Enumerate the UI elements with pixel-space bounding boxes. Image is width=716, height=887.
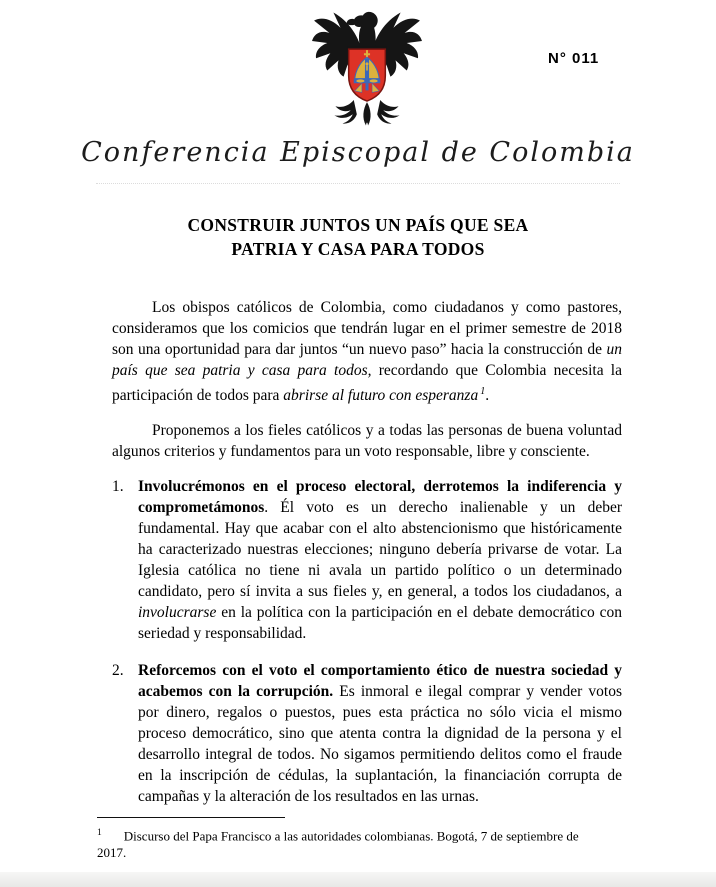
- paragraph-text: .: [485, 387, 490, 405]
- footnote-divider: [97, 817, 285, 818]
- footnote-reference: 1: [480, 386, 486, 397]
- document-title: [0, 213, 716, 261]
- list-item-2: [112, 660, 622, 807]
- title-line-1: CONSTRUIR JUNTOS UN PAÍS QUE SEA: [187, 215, 529, 235]
- list-item-number: 1.: [112, 478, 124, 496]
- intro-paragraph-1: [112, 297, 622, 406]
- page-bottom-edge: [0, 872, 716, 887]
- paragraph-text: recordando que Colombia necesita la participación de todos para: [112, 362, 622, 405]
- italic-phrase: involucrarse: [138, 604, 217, 622]
- bold-lead: Involucrémonos en el proceso electoral, derrotemos la indiferencia y comprometámonos: [138, 478, 622, 517]
- footnote-text: Discurso del Papa Francisco a las autoridades colombianas. Bogotá, 7 de septiembre de 2017.: [97, 828, 579, 861]
- footnote-line: [97, 825, 609, 861]
- paragraph-text: Los obispos católicos de Colombia, como ciudadanos y como pastores, consideramos que los comicios que tendrán lugar en el primer semestre de 2018 son una oportunidad para dar juntos “un nuevo paso” hacia la construcción de: [112, 299, 622, 358]
- footnote-marker: 1: [97, 828, 102, 838]
- list-item-text: [138, 660, 622, 807]
- paragraph-text: . Él voto es un derecho inalienable y un deber fundamental. Hay que acabar con el alto abstencionismo que históricamente ha caracterizado nuestras elecciones; ninguno debería privarse de votar. La Iglesia católica no tiene ni avala un partido político o un determinado candidato, pero sí invita a sus fieles y, en general, a todos los ciudadanos, a: [138, 499, 622, 601]
- italic-phrase: un país que sea patria y casa para todos,: [112, 341, 622, 379]
- list-item-1: [112, 476, 622, 644]
- footnote-area: [97, 817, 609, 861]
- numbered-list: [112, 476, 622, 807]
- paragraph-text: en la política con la participación en el debate democrático con seriedad y responsabilidad.: [138, 604, 622, 643]
- header-divider: [96, 183, 620, 184]
- eagle-talons: [334, 100, 399, 125]
- document-body: [112, 297, 622, 807]
- title-line-2: PATRIA Y CASA PARA TODOS: [231, 239, 485, 259]
- document-number: N° 011: [548, 50, 600, 67]
- intro-paragraph-2: Proponemos a los fieles católicos y a todas las personas de buena voluntad algunos criterios y fundamentos para un voto responsable, libre y consciente.: [112, 422, 622, 461]
- list-item-text: [138, 476, 622, 644]
- italic-phrase: abrirse al futuro con esperanza: [283, 387, 479, 405]
- organization-name: Conferencia Episcopal de Colombia: [81, 137, 635, 168]
- paragraph-text: Es inmoral e ilegal comprar y vender votos por dinero, regalos o puestos, pues esta práctica no sólo vicia el mismo proceso democrático, sino que atenta contra la dignidad de la persona y el desarrollo integral de todos. No sigamos permitiendo delitos como el fraude en la inscripción de cédulas, la suplantación, la financiación corrupta de campañas y la alteración de los resultados en las urnas.: [138, 683, 622, 806]
- coat-of-arms-icon: [311, 4, 423, 134]
- bold-lead: Reforcemos con el voto el comportamiento ético de nuestra sociedad y acabemos con la corrupción.: [138, 662, 622, 701]
- list-item-number: 2.: [112, 662, 124, 680]
